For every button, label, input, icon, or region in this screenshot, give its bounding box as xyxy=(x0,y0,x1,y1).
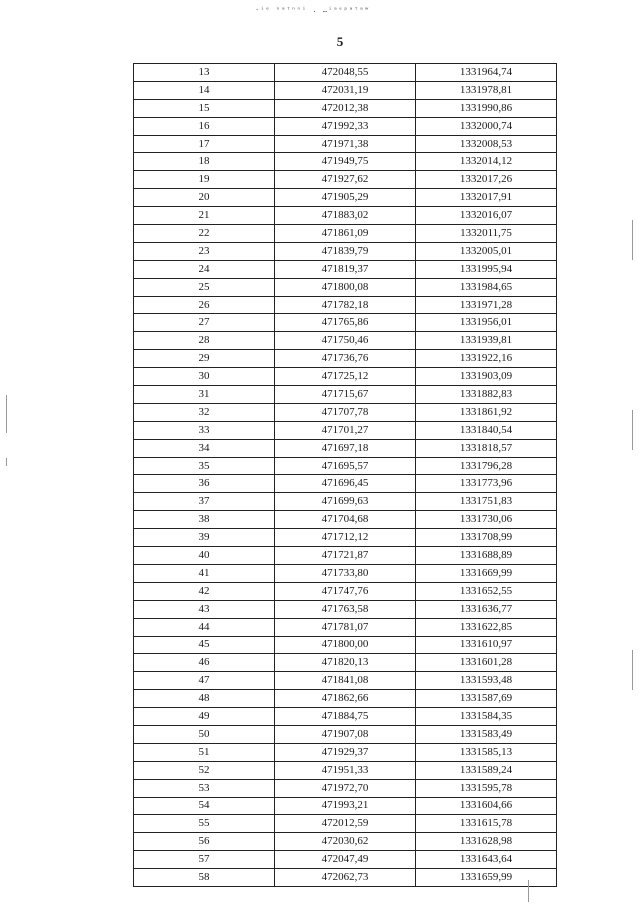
y-coordinate-cell: 1331708,99 xyxy=(416,529,557,547)
table-row xyxy=(134,439,557,457)
y-coordinate-cell: 1332005,01 xyxy=(416,242,557,260)
y-coordinate-cell: 1331922,16 xyxy=(416,350,557,368)
x-coordinate-cell: 471972,70 xyxy=(275,779,416,797)
table-row xyxy=(134,171,557,189)
point-number-cell: 46 xyxy=(134,654,275,672)
point-number-cell: 25 xyxy=(134,278,275,296)
y-coordinate-cell: 1331610,97 xyxy=(416,636,557,654)
y-coordinate-cell: 1332000,74 xyxy=(416,117,557,135)
point-number-cell: 38 xyxy=(134,511,275,529)
x-coordinate-cell: 472012,59 xyxy=(275,815,416,833)
x-coordinate-cell: 471927,62 xyxy=(275,171,416,189)
table-row xyxy=(134,207,557,225)
x-coordinate-cell: 471949,75 xyxy=(275,153,416,171)
scan-margin-mark xyxy=(528,880,529,902)
x-coordinate-cell: 471736,76 xyxy=(275,350,416,368)
x-coordinate-cell: 471747,76 xyxy=(275,582,416,600)
table-row xyxy=(134,350,557,368)
scan-margin-mark xyxy=(6,458,7,466)
table-row xyxy=(134,135,557,153)
point-number-cell: 39 xyxy=(134,529,275,547)
y-coordinate-cell: 1331903,09 xyxy=(416,368,557,386)
x-coordinate-cell: 471861,09 xyxy=(275,225,416,243)
table-row xyxy=(134,654,557,672)
table-row xyxy=(134,511,557,529)
point-number-cell: 18 xyxy=(134,153,275,171)
point-number-cell: 57 xyxy=(134,851,275,869)
x-coordinate-cell: 471800,00 xyxy=(275,636,416,654)
y-coordinate-cell: 1332008,53 xyxy=(416,135,557,153)
table-row xyxy=(134,564,557,582)
point-number-cell: 19 xyxy=(134,171,275,189)
x-coordinate-cell: 471819,37 xyxy=(275,260,416,278)
point-number-cell: 22 xyxy=(134,225,275,243)
table-row xyxy=(134,368,557,386)
y-coordinate-cell: 1331995,94 xyxy=(416,260,557,278)
y-coordinate-cell: 1331964,74 xyxy=(416,64,557,82)
table-row xyxy=(134,314,557,332)
x-coordinate-cell: 471905,29 xyxy=(275,189,416,207)
y-coordinate-cell: 1331861,92 xyxy=(416,403,557,421)
point-number-cell: 42 xyxy=(134,582,275,600)
table-row xyxy=(134,672,557,690)
x-coordinate-cell: 471884,75 xyxy=(275,708,416,726)
point-number-cell: 13 xyxy=(134,64,275,82)
x-coordinate-cell: 471992,33 xyxy=(275,117,416,135)
table-row xyxy=(134,582,557,600)
point-number-cell: 54 xyxy=(134,797,275,815)
table-row xyxy=(134,403,557,421)
x-coordinate-cell: 471707,78 xyxy=(275,403,416,421)
table-row xyxy=(134,797,557,815)
x-coordinate-cell: 471862,66 xyxy=(275,690,416,708)
table-row xyxy=(134,225,557,243)
y-coordinate-cell: 1331583,49 xyxy=(416,725,557,743)
table-row xyxy=(134,529,557,547)
x-coordinate-cell: 471750,46 xyxy=(275,332,416,350)
point-number-cell: 29 xyxy=(134,350,275,368)
y-coordinate-cell: 1332014,12 xyxy=(416,153,557,171)
scan-margin-mark xyxy=(632,220,633,260)
x-coordinate-cell: 472048,55 xyxy=(275,64,416,82)
point-number-cell: 40 xyxy=(134,547,275,565)
table-row xyxy=(134,690,557,708)
point-number-cell: 16 xyxy=(134,117,275,135)
point-number-cell: 43 xyxy=(134,600,275,618)
table-row xyxy=(134,99,557,117)
y-coordinate-cell: 1331615,78 xyxy=(416,815,557,833)
point-number-cell: 26 xyxy=(134,296,275,314)
y-coordinate-cell: 1331604,66 xyxy=(416,797,557,815)
y-coordinate-cell: 1331984,65 xyxy=(416,278,557,296)
point-number-cell: 36 xyxy=(134,475,275,493)
x-coordinate-cell: 471715,67 xyxy=(275,386,416,404)
y-coordinate-cell: 1331587,69 xyxy=(416,690,557,708)
table-row xyxy=(134,725,557,743)
point-number-cell: 27 xyxy=(134,314,275,332)
y-coordinate-cell: 1331622,85 xyxy=(416,618,557,636)
table-row xyxy=(134,600,557,618)
x-coordinate-cell: 471725,12 xyxy=(275,368,416,386)
point-number-cell: 15 xyxy=(134,99,275,117)
x-coordinate-cell: 471993,21 xyxy=(275,797,416,815)
coordinates-table-body xyxy=(134,64,557,887)
x-coordinate-cell: 472012,38 xyxy=(275,99,416,117)
x-coordinate-cell: 471695,57 xyxy=(275,457,416,475)
x-coordinate-cell: 471907,08 xyxy=(275,725,416,743)
point-number-cell: 34 xyxy=(134,439,275,457)
table-row xyxy=(134,851,557,869)
x-coordinate-cell: 471800,08 xyxy=(275,278,416,296)
point-number-cell: 51 xyxy=(134,743,275,761)
table-row xyxy=(134,636,557,654)
x-coordinate-cell: 471699,63 xyxy=(275,493,416,511)
table-row xyxy=(134,64,557,82)
x-coordinate-cell: 471782,18 xyxy=(275,296,416,314)
x-coordinate-cell: 471704,68 xyxy=(275,511,416,529)
table-row xyxy=(134,815,557,833)
point-number-cell: 30 xyxy=(134,368,275,386)
y-coordinate-cell: 1331589,24 xyxy=(416,761,557,779)
x-coordinate-cell: 471781,07 xyxy=(275,618,416,636)
y-coordinate-cell: 1331751,83 xyxy=(416,493,557,511)
point-number-cell: 17 xyxy=(134,135,275,153)
x-coordinate-cell: 471883,02 xyxy=(275,207,416,225)
y-coordinate-cell: 1331628,98 xyxy=(416,833,557,851)
point-number-cell: 47 xyxy=(134,672,275,690)
scan-margin-mark xyxy=(632,650,633,690)
point-number-cell: 28 xyxy=(134,332,275,350)
point-number-cell: 41 xyxy=(134,564,275,582)
table-row xyxy=(134,242,557,260)
table-row xyxy=(134,493,557,511)
point-number-cell: 32 xyxy=(134,403,275,421)
y-coordinate-cell: 1331593,48 xyxy=(416,672,557,690)
x-coordinate-cell: 471839,79 xyxy=(275,242,416,260)
table-row xyxy=(134,457,557,475)
x-coordinate-cell: 471697,18 xyxy=(275,439,416,457)
table-row xyxy=(134,81,557,99)
x-coordinate-cell: 471701,27 xyxy=(275,421,416,439)
point-number-cell: 56 xyxy=(134,833,275,851)
y-coordinate-cell: 1331636,77 xyxy=(416,600,557,618)
table-row xyxy=(134,332,557,350)
table-row xyxy=(134,278,557,296)
x-coordinate-cell: 472062,73 xyxy=(275,869,416,887)
point-number-cell: 53 xyxy=(134,779,275,797)
point-number-cell: 49 xyxy=(134,708,275,726)
table-row xyxy=(134,618,557,636)
point-number-cell: 55 xyxy=(134,815,275,833)
y-coordinate-cell: 1331688,89 xyxy=(416,547,557,565)
y-coordinate-cell: 1331796,28 xyxy=(416,457,557,475)
x-coordinate-cell: 471971,38 xyxy=(275,135,416,153)
y-coordinate-cell: 1332011,75 xyxy=(416,225,557,243)
x-coordinate-cell: 471721,87 xyxy=(275,547,416,565)
table-row xyxy=(134,761,557,779)
x-coordinate-cell: 471841,08 xyxy=(275,672,416,690)
x-coordinate-cell: 471820,13 xyxy=(275,654,416,672)
table-row xyxy=(134,833,557,851)
x-coordinate-cell: 472030,62 xyxy=(275,833,416,851)
point-number-cell: 33 xyxy=(134,421,275,439)
table-row xyxy=(134,153,557,171)
y-coordinate-cell: 1331652,55 xyxy=(416,582,557,600)
y-coordinate-cell: 1331643,64 xyxy=(416,851,557,869)
table-row xyxy=(134,421,557,439)
y-coordinate-cell: 1331659,99 xyxy=(416,869,557,887)
table-row xyxy=(134,475,557,493)
x-coordinate-cell: 471712,12 xyxy=(275,529,416,547)
table-row xyxy=(134,869,557,887)
scan-header-noise: ·ⁱᵉ ⁿᵃᵗⁿⁿⁱ . …ⁱᵃᵉᵖᵃᵗᵃʷ xyxy=(255,6,370,14)
table-row xyxy=(134,547,557,565)
x-coordinate-cell: 471765,86 xyxy=(275,314,416,332)
y-coordinate-cell: 1331584,35 xyxy=(416,708,557,726)
y-coordinate-cell: 1331882,83 xyxy=(416,386,557,404)
scan-margin-mark xyxy=(6,395,7,433)
point-number-cell: 24 xyxy=(134,260,275,278)
y-coordinate-cell: 1331730,06 xyxy=(416,511,557,529)
x-coordinate-cell: 472047,49 xyxy=(275,851,416,869)
point-number-cell: 21 xyxy=(134,207,275,225)
point-number-cell: 35 xyxy=(134,457,275,475)
y-coordinate-cell: 1331818,57 xyxy=(416,439,557,457)
point-number-cell: 50 xyxy=(134,725,275,743)
y-coordinate-cell: 1332017,91 xyxy=(416,189,557,207)
point-number-cell: 31 xyxy=(134,386,275,404)
point-number-cell: 14 xyxy=(134,81,275,99)
x-coordinate-cell: 471951,33 xyxy=(275,761,416,779)
page-number: 5 xyxy=(336,34,344,49)
y-coordinate-cell: 1331595,78 xyxy=(416,779,557,797)
table-row xyxy=(134,779,557,797)
table-row xyxy=(134,260,557,278)
y-coordinate-cell: 1331971,28 xyxy=(416,296,557,314)
y-coordinate-cell: 1331669,99 xyxy=(416,564,557,582)
point-number-cell: 44 xyxy=(134,618,275,636)
point-number-cell: 52 xyxy=(134,761,275,779)
x-coordinate-cell: 472031,19 xyxy=(275,81,416,99)
y-coordinate-cell: 1331990,86 xyxy=(416,99,557,117)
point-number-cell: 45 xyxy=(134,636,275,654)
coordinates-table xyxy=(133,63,557,887)
table-row xyxy=(134,743,557,761)
table-row xyxy=(134,189,557,207)
x-coordinate-cell: 471696,45 xyxy=(275,475,416,493)
point-number-cell: 20 xyxy=(134,189,275,207)
y-coordinate-cell: 1331585,13 xyxy=(416,743,557,761)
y-coordinate-cell: 1332016,07 xyxy=(416,207,557,225)
scan-margin-mark xyxy=(632,410,633,450)
y-coordinate-cell: 1331773,96 xyxy=(416,475,557,493)
y-coordinate-cell: 1331939,81 xyxy=(416,332,557,350)
y-coordinate-cell: 1331956,01 xyxy=(416,314,557,332)
table-row xyxy=(134,296,557,314)
y-coordinate-cell: 1332017,26 xyxy=(416,171,557,189)
y-coordinate-cell: 1331978,81 xyxy=(416,81,557,99)
point-number-cell: 48 xyxy=(134,690,275,708)
table-row xyxy=(134,708,557,726)
table-row xyxy=(134,386,557,404)
x-coordinate-cell: 471763,58 xyxy=(275,600,416,618)
x-coordinate-cell: 471733,80 xyxy=(275,564,416,582)
x-coordinate-cell: 471929,37 xyxy=(275,743,416,761)
y-coordinate-cell: 1331601,28 xyxy=(416,654,557,672)
point-number-cell: 37 xyxy=(134,493,275,511)
y-coordinate-cell: 1331840,54 xyxy=(416,421,557,439)
point-number-cell: 23 xyxy=(134,242,275,260)
table-row xyxy=(134,117,557,135)
point-number-cell: 58 xyxy=(134,869,275,887)
